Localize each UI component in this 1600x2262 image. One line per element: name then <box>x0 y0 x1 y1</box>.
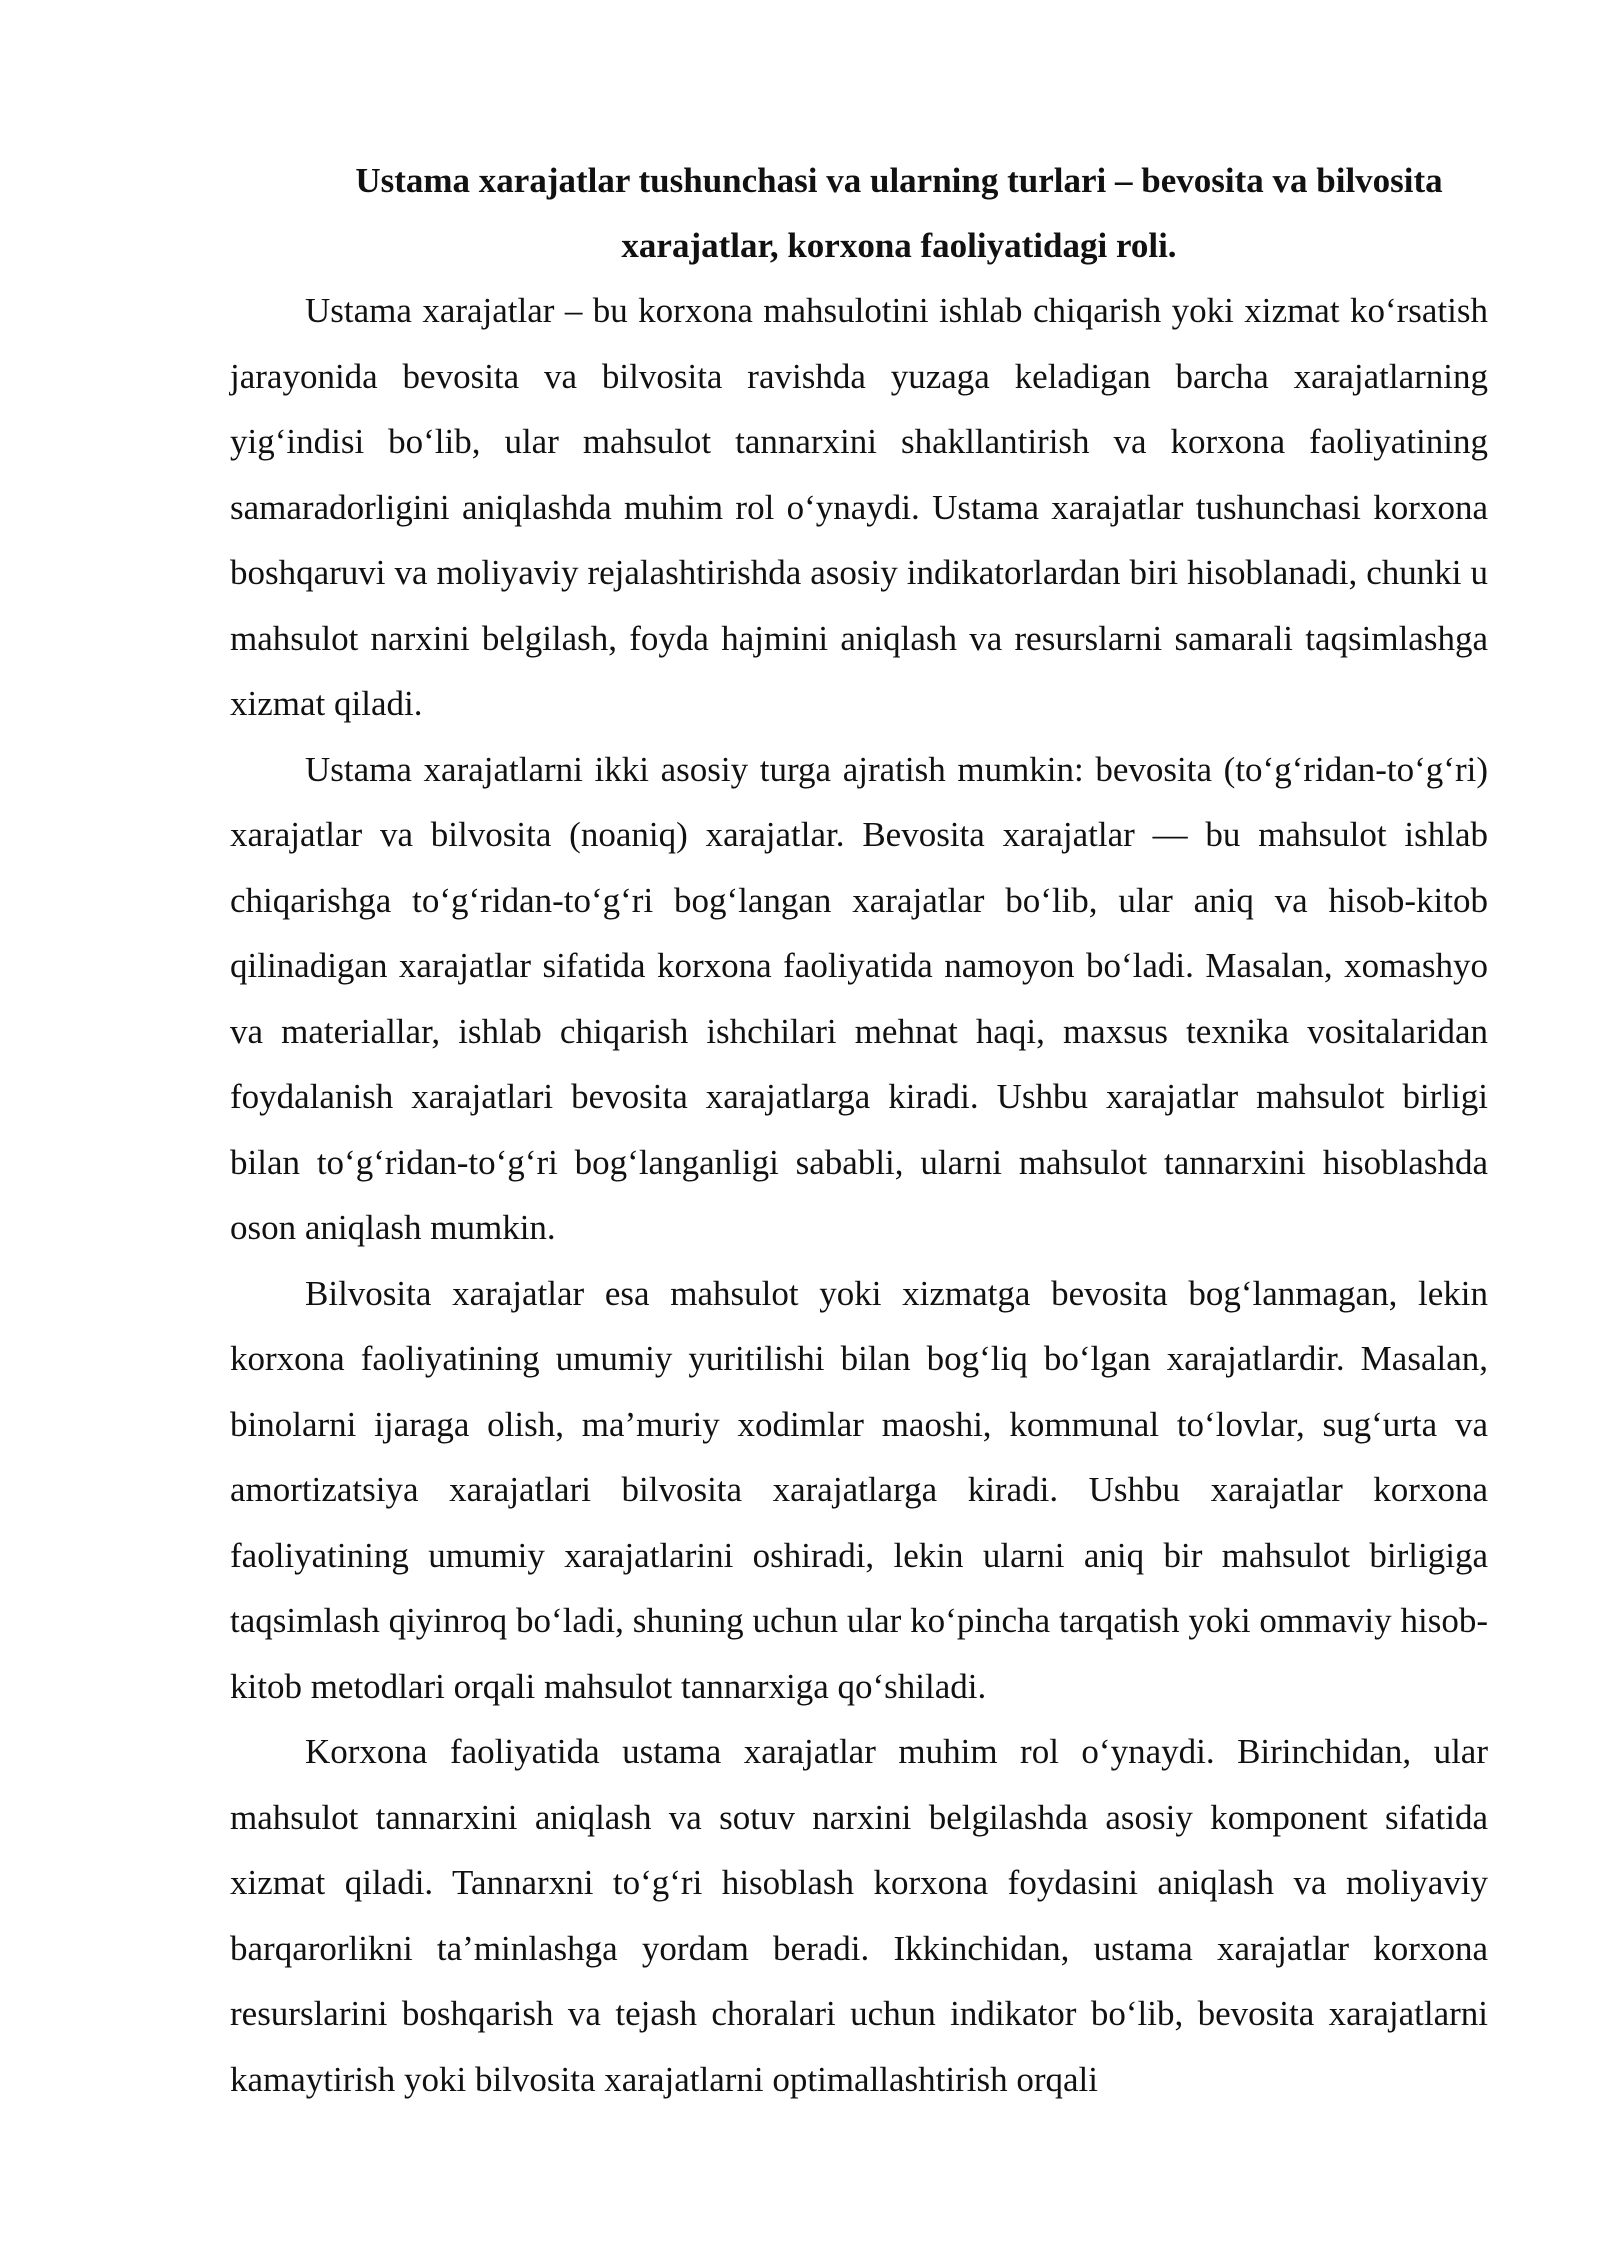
paragraph-4: Korxona faoliyatida ustama xarajatlar muhim rol o‘ynaydi. Birinchidan, ular mahsulot tannarxini aniqlash va sotuv narxini belgilashda asosiy komponent sifatida xizmat qiladi. Tannarxni to‘g‘ri hisoblash korxona foydasini aniqlash va moliyaviy barqarorlikni ta’minlashga yordam beradi. Ikkinchidan, ustama xarajatlar korxona resurslarini boshqarish va tejash choralari uchun indikator bo‘lib, bevosita xarajatlarni kamaytirish yoki bilvosita xarajatlarni optimallashtirish orqali <box>230 1732 1488 2099</box>
paragraph-2: Ustama xarajatlarni ikki asosiy turga ajratish mumkin: bevosita (to‘g‘ridan-to‘g‘ri) xarajatlar va bilvosita (noaniq) xarajatlar. Bevosita xarajatlar — bu mahsulot ishlab chiqarishga to‘g‘ridan-to‘g‘ri bog‘langan xarajatlar bo‘lib, ular aniq va hisob-kitob qilinadigan xarajatlar sifatida korxona faoliyatida namoyon bo‘ladi. Masalan, xomashyo va materiallar, ishlab chiqarish ishchilari mehnat haqi, maxsus texnika vositalaridan foydalanish xarajatlari bevosita xarajatlarga kiradi. Ushbu xarajatlar mahsulot birligi bilan to‘g‘ridan-to‘g‘ri bog‘langanligi sababli, ularni mahsulot tannarxini hisoblashda oson aniqlash mumkin. <box>230 749 1488 1247</box>
paragraph-3: Bilvosita xarajatlar esa mahsulot yoki xizmatga bevosita bog‘lanmagan, lekin korxona faoliyatining umumiy yuritilishi bilan bog‘liq bo‘lgan xarajatlardir. Masalan, binolarni ijaraga olish, ma’muriy xodimlar maoshi, kommunal to‘lovlar, sug‘urta va amortizatsiya xarajatlari bilvosita xarajatlarga kiradi. Ushbu xarajatlar korxona faoliyatining umumiy xarajatlarini oshiradi, lekin ularni aniq bir mahsulot birligiga taqsimlash qiyinroq bo‘ladi, shuning uchun ular ko‘pincha tarqatish yoki ommaviy hisob-kitob metodlari orqali mahsulot tannarxiga qo‘shiladi. <box>230 1273 1488 1706</box>
document-title: Ustama xarajatlar tushunchasi va ularning turlari – bevosita va bilvosita xarajatlar, korxona faoliyatidagi roli. <box>355 161 1443 265</box>
paragraph-1: Ustama xarajatlar – bu korxona mahsulotini ishlab chiqarish yoki xizmat ko‘rsatish jarayonida bevosita va bilvosita ravishda yuzaga keladigan barcha xarajatlarning yig‘indisi bo‘lib, ular mahsulot tannarxini shakllantirish va korxona faoliyatining samaradorligini aniqlashda muhim rol o‘ynaydi. Ustama xarajatlar tushunchasi korxona boshqaruvi va moliyaviy rejalashtirishda asosiy indikatorlardan biri hisoblanadi, chunki u mahsulot narxini belgilash, foyda hajmini aniqlash va resurslarni samarali taqsimlashga xizmat qiladi. <box>230 291 1488 723</box>
document-body <box>230 148 1488 2112</box>
